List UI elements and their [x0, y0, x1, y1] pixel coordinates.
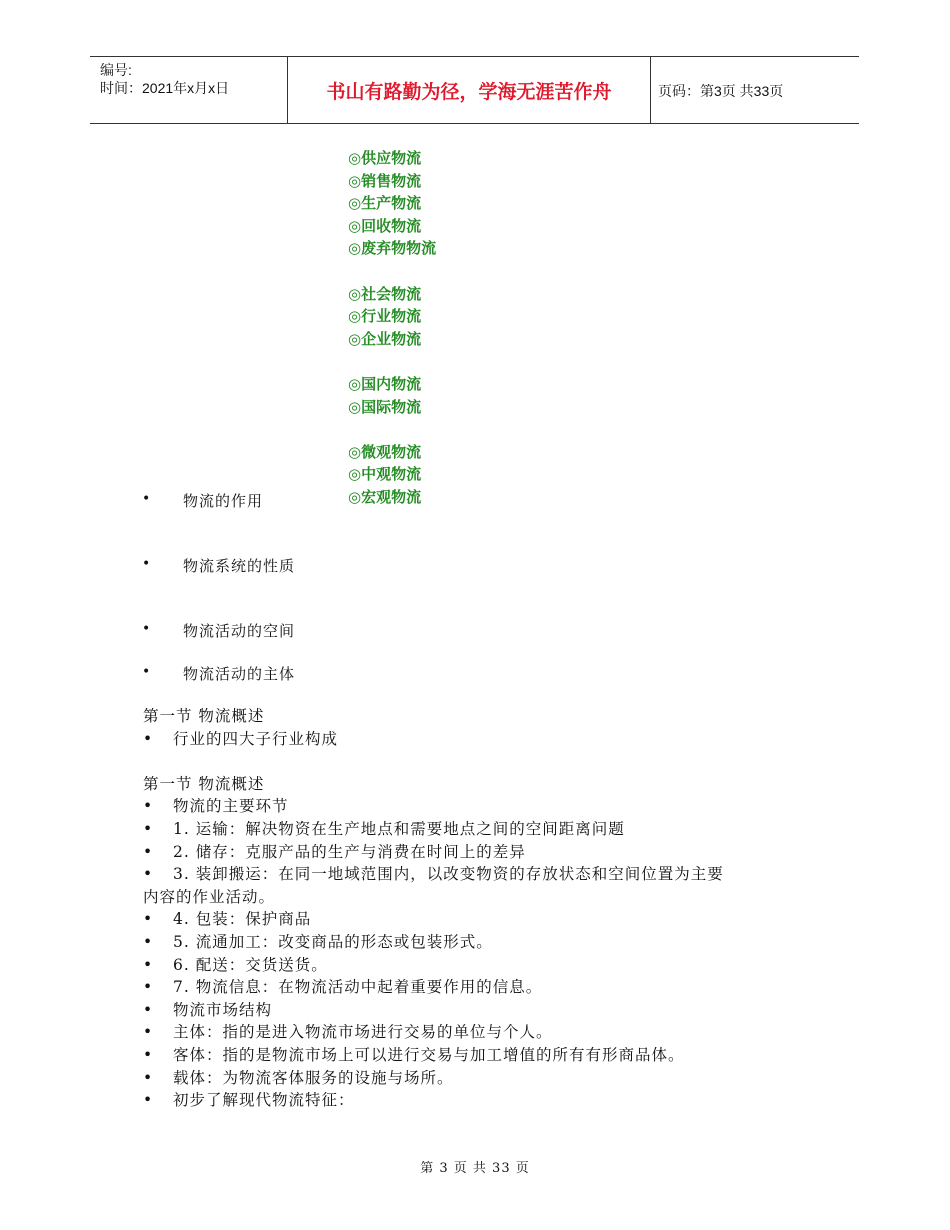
header-motto-cell — [287, 57, 651, 123]
list-item-text: 4. 包装：保护商品 — [173, 910, 312, 929]
list-item-text: 载体：为物流客体服务的设施与场所。 — [173, 1068, 454, 1087]
list-item-text: 初步了解现代物流特征： — [173, 1091, 355, 1110]
logistics-type-item: ◎企业物流 — [348, 329, 422, 348]
bullet-item: 物流的作用 — [183, 492, 264, 510]
list-item-text: 3. 装卸搬运：在同一地域范围内，以改变物资的存放状态和空间位置为主要 — [173, 865, 724, 884]
list-item-text: 5. 流通加工：改变商品的形态或包装形式。 — [173, 932, 493, 951]
list-item — [143, 795, 823, 818]
list-item-text: 客体：指的是物流市场上可以进行交易与加工增值的所有有形商品体。 — [173, 1045, 685, 1064]
list-item — [143, 1044, 823, 1067]
logistics-type-item: ◎社会物流 — [348, 284, 422, 303]
logistics-type-item: ◎中观物流 — [348, 465, 422, 484]
bullet-marker: • — [143, 932, 153, 951]
list-item — [143, 1021, 823, 1044]
list-item — [143, 976, 823, 999]
logistics-type-item: ◎国内物流 — [348, 374, 422, 393]
logistics-type-item: ◎销售物流 — [348, 171, 422, 190]
bullet-marker: • — [143, 842, 153, 861]
logistics-type-item: ◎回收物流 — [348, 216, 422, 235]
list-spacer — [348, 418, 436, 441]
logistics-type-item: ◎生产物流 — [348, 194, 422, 213]
list-item-text: 主体：指的是进入物流市场进行交易的单位与个人。 — [173, 1023, 553, 1042]
logistics-type-item: ◎供应物流 — [348, 149, 422, 167]
page-header — [90, 56, 859, 124]
list-item-text: 1. 运输：解决物资在生产地点和需要地点之间的空间距离问题 — [173, 819, 625, 838]
bullet-item: 物流活动的主体 — [183, 665, 296, 683]
bullet-marker: • — [143, 1091, 153, 1110]
bullet-marker: • — [143, 819, 153, 838]
logistics-type-item: ◎行业物流 — [348, 307, 422, 326]
list-item-text: 物流的主要环节 — [173, 797, 289, 816]
list-item — [143, 908, 823, 931]
bullet-marker: • — [143, 797, 153, 816]
bullet-marker: • — [143, 865, 153, 884]
bullet-marker: • — [143, 978, 153, 997]
bullet-item: 物流系统的性质 — [183, 557, 296, 575]
list-item — [143, 999, 823, 1022]
continuation-text: 内容的作业活动。 — [143, 887, 276, 906]
bullet-marker: • — [143, 729, 153, 748]
list-item-text: 2. 储存：克服产品的生产与消费在时间上的差异 — [173, 842, 526, 861]
list-item — [143, 954, 823, 977]
logistics-type-item: ◎微观物流 — [348, 442, 422, 461]
serial-label: 编号: — [100, 62, 132, 78]
logistics-type-item: ◎废弃物物流 — [348, 239, 437, 258]
bullet-marker: • — [142, 491, 151, 507]
bullet-marker: • — [142, 621, 151, 637]
motto: 书山有路勤为径，学海无涯苦作舟 — [326, 81, 612, 103]
list-item — [143, 1067, 823, 1090]
list-item — [143, 818, 823, 841]
list-item-text: 6. 配送：交货送货。 — [173, 955, 328, 974]
bullet-marker: • — [143, 1000, 153, 1019]
bullet-item: 物流活动的空间 — [183, 622, 296, 640]
header-left-cell — [90, 57, 287, 123]
list-item — [143, 841, 823, 864]
bullet-marker: • — [143, 1045, 153, 1064]
list-item-text: 7. 物流信息：在物流活动中起着重要作用的信息。 — [173, 978, 543, 997]
section-heading: 第一节 物流概述 — [143, 774, 265, 793]
bullet-marker: • — [142, 556, 151, 572]
page-footer: 第 3 页 共 33 页 — [420, 1161, 530, 1176]
header-page-cell — [650, 57, 859, 123]
list-item — [143, 931, 823, 954]
bullet-marker: • — [143, 1068, 153, 1087]
logistics-type-list — [348, 147, 436, 509]
logistics-type-item: ◎国际物流 — [348, 397, 422, 416]
list-spacer — [348, 350, 436, 373]
section-heading: 第一节 物流概述 — [143, 707, 265, 725]
list-item — [143, 863, 823, 886]
bullet-marker: • — [143, 955, 153, 974]
list-spacer — [348, 260, 436, 283]
page-info: 页码：第3页 共33页 — [658, 83, 784, 99]
time-label: 时间：2021年x月x日 — [100, 80, 230, 96]
bullet-marker: • — [143, 1023, 153, 1042]
bullet-marker: • — [142, 664, 151, 680]
body-text — [143, 705, 823, 1112]
bullet-marker: • — [143, 910, 153, 929]
bullet-item: 行业的四大子行业构成 — [173, 729, 339, 748]
list-item-text: 物流市场结构 — [173, 1000, 273, 1019]
logistics-type-item: ◎宏观物流 — [348, 487, 422, 506]
list-item — [143, 1089, 823, 1112]
